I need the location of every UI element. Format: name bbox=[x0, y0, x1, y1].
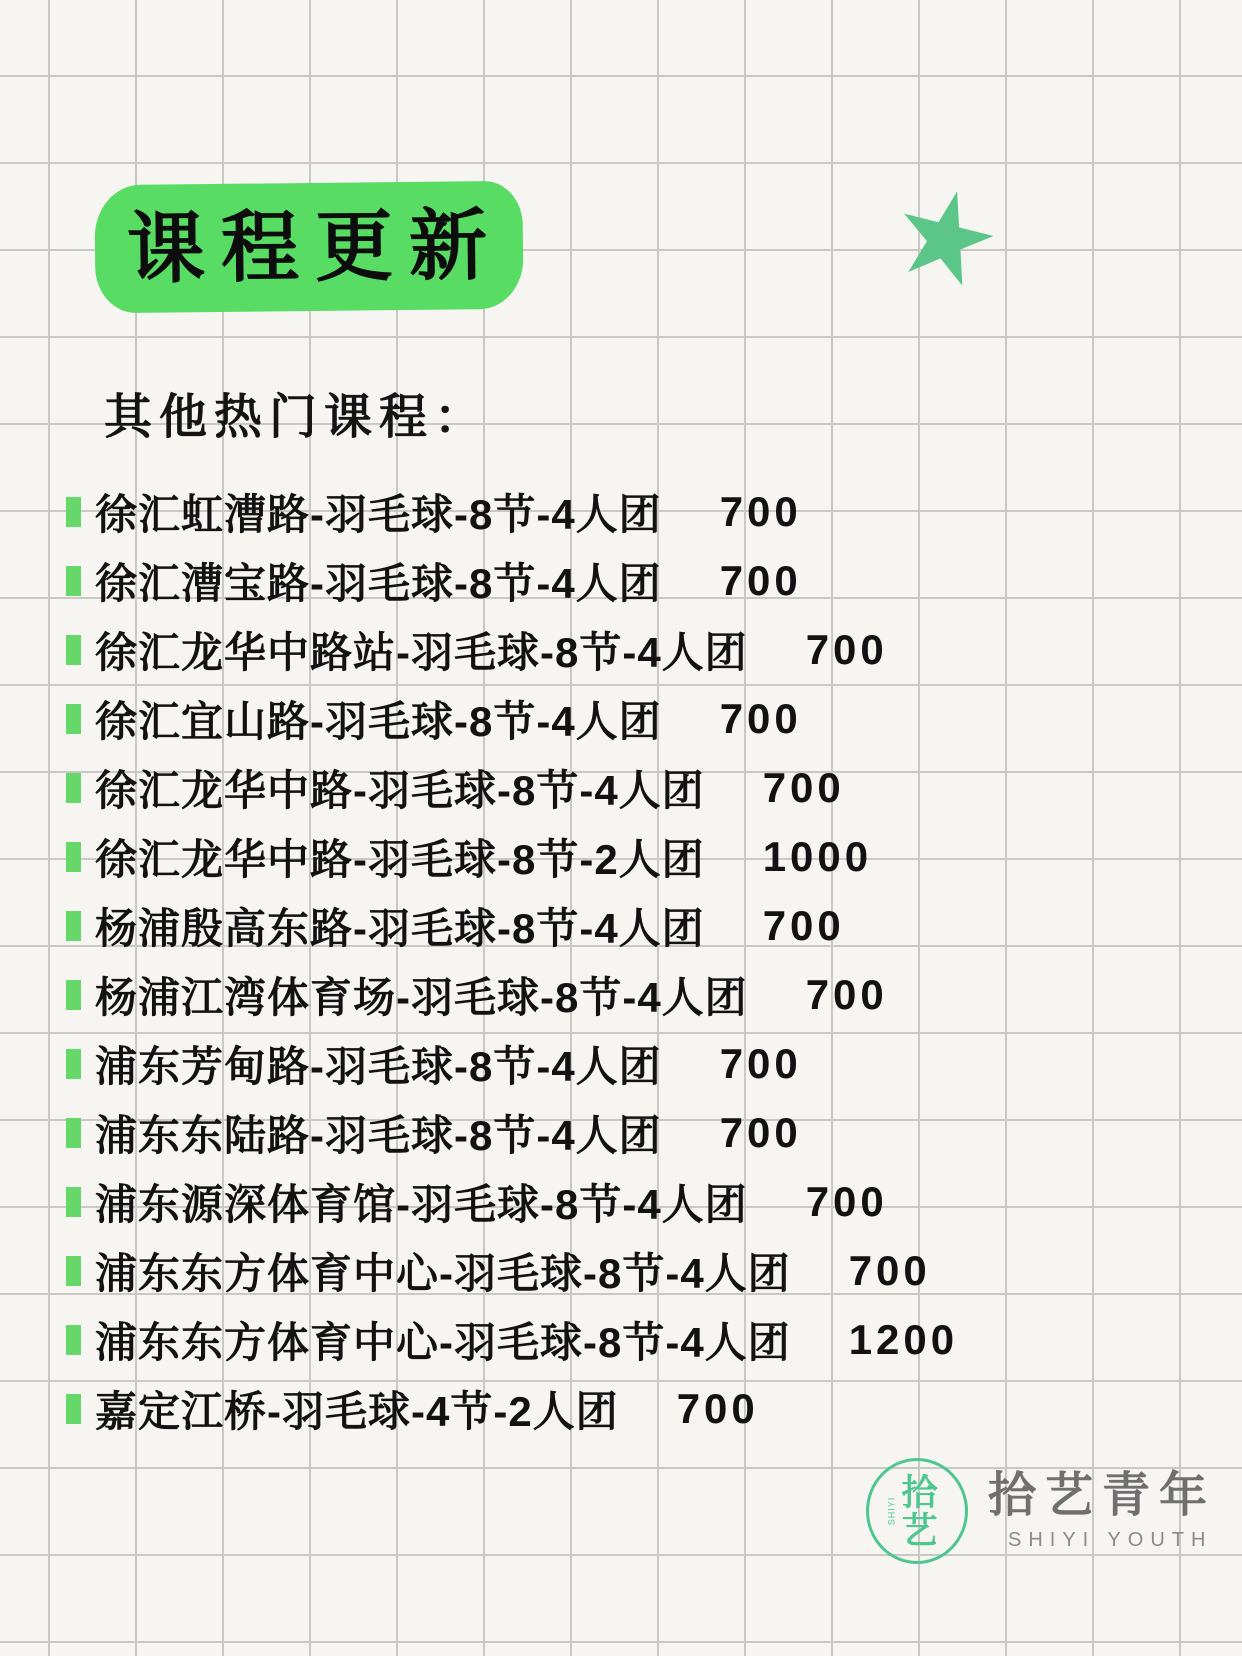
course-price: 700 bbox=[805, 970, 888, 1018]
course-name: 徐汇漕宝路-羽毛球-8节-4人团 bbox=[95, 559, 662, 607]
bullet-icon bbox=[66, 497, 81, 527]
course-name: 浦东东方体育中心-羽毛球-8节-4人团 bbox=[95, 1249, 791, 1297]
brand-logo bbox=[866, 1458, 1216, 1564]
course-price: 700 bbox=[719, 1039, 802, 1087]
bullet-icon bbox=[66, 566, 81, 596]
course-price: 700 bbox=[676, 1384, 759, 1432]
course-price: 700 bbox=[762, 763, 845, 811]
brand-name-en: SHIYI YOUTH bbox=[1008, 1528, 1213, 1551]
course-name: 徐汇宜山路-羽毛球-8节-4人团 bbox=[95, 697, 662, 745]
logo-emblem-icon bbox=[866, 1458, 968, 1564]
course-name: 浦东东陆路-羽毛球-8节-4人团 bbox=[95, 1111, 662, 1159]
logo-emblem-chars: 拾艺 bbox=[897, 1473, 938, 1549]
course-row bbox=[66, 477, 958, 546]
course-row bbox=[66, 1167, 958, 1236]
course-name: 徐汇虹漕路-羽毛球-8节-4人团 bbox=[95, 490, 662, 538]
course-row bbox=[66, 891, 958, 960]
course-price: 700 bbox=[719, 556, 802, 604]
course-name: 浦东源深体育馆-羽毛球-8节-4人团 bbox=[95, 1180, 748, 1228]
course-price: 700 bbox=[719, 487, 802, 535]
course-price: 700 bbox=[762, 901, 845, 949]
bullet-icon bbox=[66, 1049, 81, 1079]
course-name: 徐汇龙华中路-羽毛球-8节-4人团 bbox=[95, 766, 705, 814]
course-row bbox=[66, 1029, 958, 1098]
course-price: 1000 bbox=[762, 832, 873, 880]
subtitle: 其他热门课程： bbox=[104, 391, 490, 444]
course-row bbox=[66, 1305, 958, 1374]
course-name: 嘉定江桥-羽毛球-4节-2人团 bbox=[95, 1387, 619, 1435]
bullet-icon bbox=[66, 1187, 81, 1217]
course-row bbox=[66, 960, 958, 1029]
bullet-icon bbox=[66, 704, 81, 734]
bullet-icon bbox=[66, 1394, 81, 1424]
bullet-icon bbox=[66, 773, 81, 803]
course-name: 杨浦江湾体育场-羽毛球-8节-4人团 bbox=[95, 973, 748, 1021]
title-badge bbox=[94, 181, 523, 313]
bullet-icon bbox=[66, 1118, 81, 1148]
course-row bbox=[66, 1374, 958, 1443]
logo-text bbox=[988, 1470, 1216, 1552]
bullet-icon bbox=[66, 1256, 81, 1286]
bullet-icon bbox=[66, 911, 81, 941]
course-name: 徐汇龙华中路-羽毛球-8节-2人团 bbox=[95, 835, 705, 883]
course-name: 浦东芳甸路-羽毛球-8节-4人团 bbox=[95, 1042, 662, 1090]
course-list bbox=[66, 477, 958, 1443]
course-row bbox=[66, 684, 958, 753]
course-row bbox=[66, 822, 958, 891]
course-price: 700 bbox=[719, 1108, 802, 1156]
course-price: 1200 bbox=[848, 1315, 959, 1363]
course-price: 700 bbox=[848, 1246, 931, 1294]
star-icon bbox=[888, 178, 1004, 294]
logo-emblem-side-text: SHIYI bbox=[886, 1496, 897, 1526]
bullet-icon bbox=[66, 1325, 81, 1355]
page-title: 课程更新 bbox=[126, 200, 504, 293]
bullet-icon bbox=[66, 635, 81, 665]
course-price: 700 bbox=[805, 1177, 888, 1225]
course-row bbox=[66, 1236, 958, 1305]
course-name: 杨浦殷高东路-羽毛球-8节-4人团 bbox=[95, 904, 705, 952]
course-row bbox=[66, 546, 958, 615]
brand-name-cn: 拾艺青年 bbox=[988, 1469, 1217, 1523]
course-price: 700 bbox=[805, 625, 888, 673]
course-row bbox=[66, 1098, 958, 1167]
course-name: 徐汇龙华中路站-羽毛球-8节-4人团 bbox=[95, 628, 748, 676]
course-price: 700 bbox=[719, 694, 802, 742]
bullet-icon bbox=[66, 842, 81, 872]
course-row bbox=[66, 753, 958, 822]
bullet-icon bbox=[66, 980, 81, 1010]
course-row bbox=[66, 615, 958, 684]
course-name: 浦东东方体育中心-羽毛球-8节-4人团 bbox=[95, 1318, 791, 1366]
